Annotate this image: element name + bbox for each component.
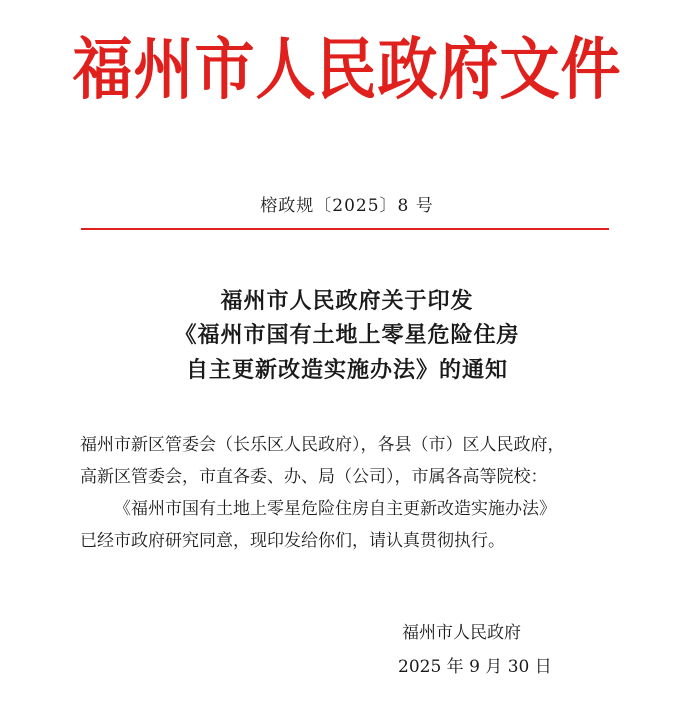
body-paragraph-line-1: 《福州市国有土地上零星危险住房自主更新改造实施办法》 [114,499,556,519]
document-title-line-2: 《福州市国有土地上零星危险住房 [174,322,520,348]
red-divider-line [81,228,609,230]
document-number: 榕政规〔2025〕8 号 [260,196,434,216]
document-title-line-1: 福州市人民政府关于印发 [220,288,474,314]
addressee-line-2: 高新区管委会，市直各委、办、局（公司），市属各高等院校： [80,467,548,487]
issuer-signature: 福州市人民政府 [402,623,521,643]
issue-date: 2025 年 9 月 30 日 [398,657,552,677]
document-masthead: 福州市人民政府文件 [72,30,622,110]
addressee-line-1: 福州市新区管委会（长乐区人民政府），各县（市）区人民政府， [80,435,565,455]
body-paragraph-line-2: 已经市政府研究同意，现印发给你们，请认真贯彻执行。 [80,531,505,551]
document-title-line-3: 自主更新改造实施办法》的通知 [185,357,508,383]
